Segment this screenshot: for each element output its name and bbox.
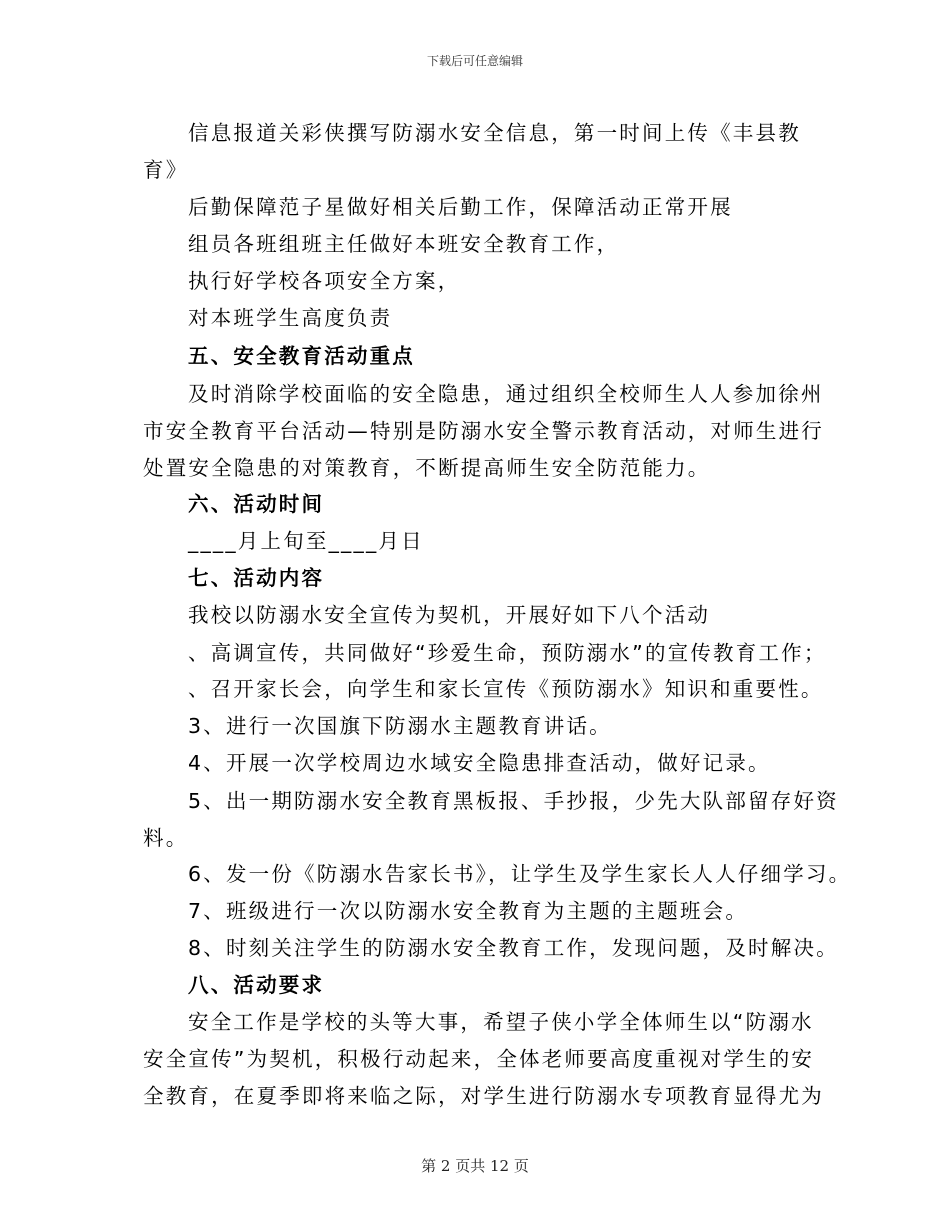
section-heading: 五、安全教育活动重点 xyxy=(188,344,415,368)
text-line: 6、发一份《防溺水告家长书》，让学生及学生家长人人仔细学习。 xyxy=(188,862,852,886)
text-line: 安全宣传”为契机，积极行动起来，全体老师要高度重视对学生的安 xyxy=(143,1047,815,1071)
text-line: 处置安全隐患的对策教育，不断提高师生安全防范能力。 xyxy=(143,456,711,480)
page-footer: 第 2 页共 12 页 xyxy=(421,1157,529,1175)
text-line: 后勤保障范子星做好相关后勤工作，保障活动正常开展 xyxy=(188,195,733,219)
section-heading: 六、活动时间 xyxy=(188,492,325,516)
text-line: ____月上旬至____月日 xyxy=(188,529,424,553)
text-line: 全教育，在夏季即将来临之际，对学生进行防溺水专项教育显得尤为 xyxy=(143,1084,824,1108)
text-line: 市安全教育平台活动—特别是防溺水安全警示教育活动，对师生进行 xyxy=(143,419,824,443)
text-line: 育》 xyxy=(143,158,189,182)
text-line: 执行好学校各项安全方案， xyxy=(188,269,461,293)
text-line: 、高调宣传，共同做好“珍爱生命，预防溺水”的宣传教育工作； xyxy=(188,641,827,665)
text-line: 我校以防溺水安全宣传为契机，开展好如下八个活动 xyxy=(188,603,711,627)
page-header: 下载后可任意编辑 xyxy=(426,54,523,68)
section-heading: 八、活动要求 xyxy=(188,973,325,997)
text-line: 组员各班组班主任做好本班安全教育工作， xyxy=(188,232,620,256)
text-line: 3、进行一次国旗下防溺水主题教育讲话。 xyxy=(188,714,612,738)
section-heading: 七、活动内容 xyxy=(188,566,325,590)
text-line: 信息报道关彩侠撰写防溺水安全信息，第一时间上传《丰县教 xyxy=(188,121,801,145)
text-line: 安全工作是学校的头等大事，希望子侠小学全体师生以“防溺水 xyxy=(188,1010,814,1034)
text-line: 、召开家长会，向学生和家长宣传《预防溺水》知识和重要性。 xyxy=(188,677,824,701)
text-line: 及时消除学校面临的安全隐患，通过组织全校师生人人参加徐州 xyxy=(188,382,824,406)
text-line: 对本班学生高度负责 xyxy=(188,306,393,330)
text-line: 4、开展一次学校周边水域安全隐患排查活动，做好记录。 xyxy=(188,751,771,775)
text-line: 5、出一期防溺水安全教育黑板报、手抄报，少先大队部留存好资 xyxy=(188,789,839,813)
text-line: 7、班级进行一次以防溺水安全教育为主题的主题班会。 xyxy=(188,899,749,923)
text-line: 8、时刻关注学生的防溺水安全教育工作，发现问题，及时解决。 xyxy=(188,936,839,960)
text-line: 料。 xyxy=(143,826,189,850)
